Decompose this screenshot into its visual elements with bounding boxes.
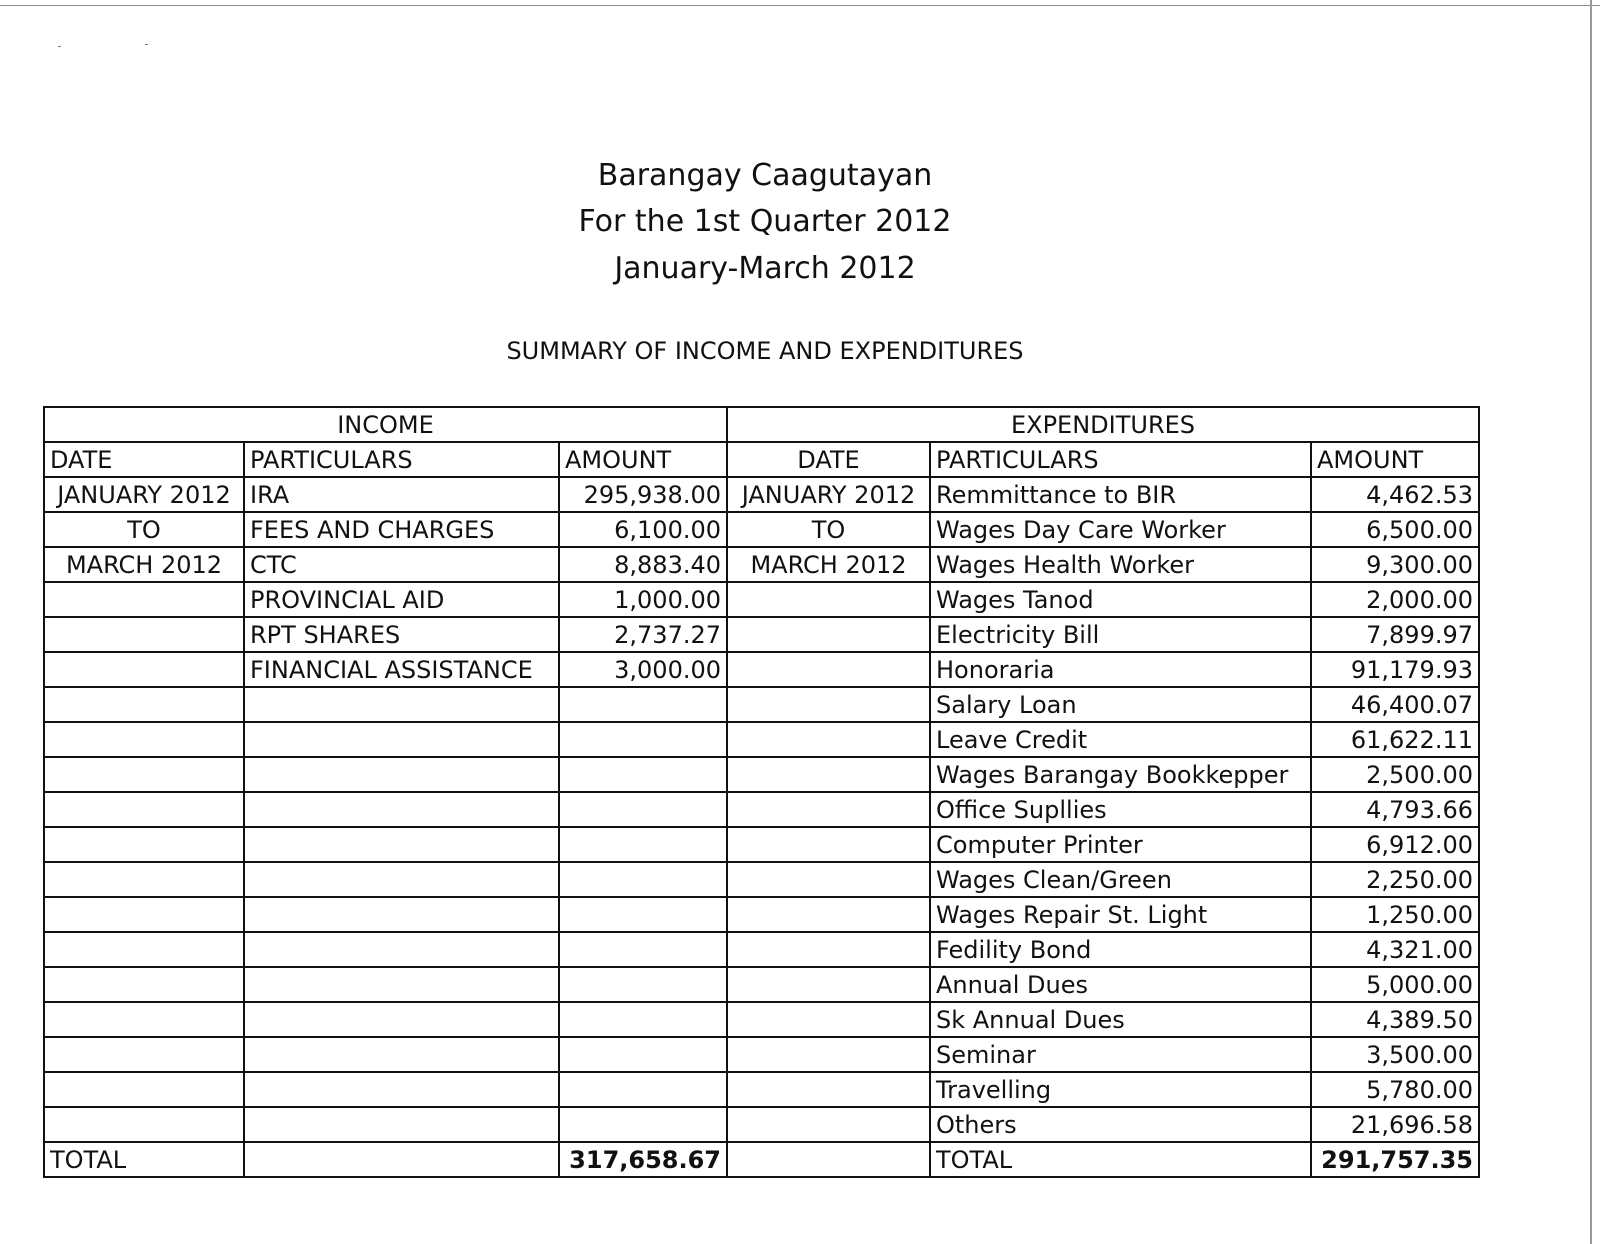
- scan-edge-top: [0, 5, 1600, 6]
- expenditure-amount-cell: 3,500.00: [1311, 1037, 1479, 1072]
- table-row: [44, 687, 1479, 722]
- expenditure-date-cell: [727, 652, 930, 687]
- table-row: [44, 792, 1479, 827]
- expenditure-date-cell: JANUARY 2012: [727, 477, 930, 512]
- table-row: [44, 512, 1479, 547]
- income-date-cell: [44, 827, 244, 862]
- income-particular-cell: [244, 862, 559, 897]
- expenditure-particular-cell: Sk Annual Dues: [930, 1002, 1311, 1037]
- expenditure-particular-cell: Wages Barangay Bookkepper: [930, 757, 1311, 792]
- table-row: [44, 477, 1479, 512]
- income-total-amount: 317,658.67: [559, 1142, 727, 1177]
- expenditure-date-cell: [727, 722, 930, 757]
- expenditure-date-cell: [727, 1037, 930, 1072]
- income-date-cell: MARCH 2012: [44, 547, 244, 582]
- income-amount-cell: [559, 722, 727, 757]
- table-row: [44, 932, 1479, 967]
- table-row: [44, 1107, 1479, 1142]
- expenditure-amount-cell: 46,400.07: [1311, 687, 1479, 722]
- income-section-label: INCOME: [44, 407, 727, 442]
- income-particular-cell: FEES AND CHARGES: [244, 512, 559, 547]
- income-date-header: DATE: [44, 442, 244, 477]
- income-particular-cell: [244, 1037, 559, 1072]
- income-date-cell: [44, 1107, 244, 1142]
- income-amount-cell: [559, 757, 727, 792]
- table-row: [44, 582, 1479, 617]
- expenditure-amount-cell: 4,389.50: [1311, 1002, 1479, 1037]
- income-date-cell: [44, 617, 244, 652]
- income-particular-cell: [244, 722, 559, 757]
- income-particular-cell: [244, 827, 559, 862]
- income-amount-cell: 3,000.00: [559, 652, 727, 687]
- expenditures-total-spacer: [727, 1142, 930, 1177]
- document-period: For the 1st Quarter 2012: [578, 204, 952, 239]
- income-particular-cell: IRA: [244, 477, 559, 512]
- expenditure-particular-cell: Travelling: [930, 1072, 1311, 1107]
- expenditure-particular-cell: Electricity Bill: [930, 617, 1311, 652]
- income-amount-cell: [559, 687, 727, 722]
- expenditure-date-cell: [727, 792, 930, 827]
- income-amount-cell: [559, 932, 727, 967]
- expenditure-particular-cell: Wages Repair St. Light: [930, 897, 1311, 932]
- expenditure-date-cell: [727, 617, 930, 652]
- expenditure-amount-cell: 6,912.00: [1311, 827, 1479, 862]
- expenditures-amount-header: AMOUNT: [1311, 442, 1479, 477]
- expenditure-particular-cell: Computer Printer: [930, 827, 1311, 862]
- expenditure-date-cell: [727, 967, 930, 1002]
- document-title: Barangay Caagutayan: [597, 158, 933, 193]
- income-date-cell: [44, 792, 244, 827]
- table-row: [44, 1002, 1479, 1037]
- scan-edge-right: [1590, 0, 1592, 1244]
- summary-title: SUMMARY OF INCOME AND EXPENDITURES: [506, 337, 1024, 365]
- income-amount-cell: [559, 1002, 727, 1037]
- income-particular-cell: [244, 757, 559, 792]
- expenditure-particular-cell: Wages Tanod: [930, 582, 1311, 617]
- expenditure-particular-cell: Leave Credit: [930, 722, 1311, 757]
- expenditures-date-header: DATE: [727, 442, 930, 477]
- expenditure-particular-cell: Wages Clean/Green: [930, 862, 1311, 897]
- expenditure-particular-cell: Seminar: [930, 1037, 1311, 1072]
- expenditure-particular-cell: Honoraria: [930, 652, 1311, 687]
- income-particular-cell: [244, 897, 559, 932]
- income-amount-cell: [559, 897, 727, 932]
- scan-speck: [145, 44, 148, 45]
- expenditure-date-cell: [727, 827, 930, 862]
- income-amount-cell: 1,000.00: [559, 582, 727, 617]
- expenditure-date-cell: [727, 932, 930, 967]
- income-amount-cell: [559, 827, 727, 862]
- expenditure-amount-cell: 5,000.00: [1311, 967, 1479, 1002]
- section-header-row: [44, 407, 1479, 442]
- column-header-row: [44, 442, 1479, 477]
- income-date-cell: [44, 687, 244, 722]
- income-particular-cell: PROVINCIAL AID: [244, 582, 559, 617]
- table-row: [44, 897, 1479, 932]
- expenditures-total-amount: 291,757.35: [1311, 1142, 1479, 1177]
- income-date-cell: TO: [44, 512, 244, 547]
- expenditure-date-cell: [727, 1072, 930, 1107]
- table-row: [44, 1072, 1479, 1107]
- expenditure-amount-cell: 21,696.58: [1311, 1107, 1479, 1142]
- expenditure-amount-cell: 2,250.00: [1311, 862, 1479, 897]
- income-date-cell: [44, 1037, 244, 1072]
- income-amount-header: AMOUNT: [559, 442, 727, 477]
- expenditure-date-cell: [727, 582, 930, 617]
- income-amount-cell: [559, 1037, 727, 1072]
- expenditure-amount-cell: 2,000.00: [1311, 582, 1479, 617]
- expenditure-amount-cell: 1,250.00: [1311, 897, 1479, 932]
- expenditure-date-cell: [727, 862, 930, 897]
- income-date-cell: [44, 582, 244, 617]
- income-total-spacer: [244, 1142, 559, 1177]
- income-date-cell: [44, 897, 244, 932]
- expenditures-section-label: EXPENDITURES: [727, 407, 1479, 442]
- table-row: [44, 862, 1479, 897]
- income-amount-cell: [559, 967, 727, 1002]
- table-row: [44, 827, 1479, 862]
- income-amount-cell: [559, 862, 727, 897]
- expenditure-amount-cell: 2,500.00: [1311, 757, 1479, 792]
- expenditure-amount-cell: 4,462.53: [1311, 477, 1479, 512]
- expenditure-amount-cell: 6,500.00: [1311, 512, 1479, 547]
- income-date-cell: [44, 1072, 244, 1107]
- document-date-range: January-March 2012: [614, 251, 916, 286]
- table-row: [44, 617, 1479, 652]
- income-particular-cell: [244, 932, 559, 967]
- income-amount-cell: [559, 1072, 727, 1107]
- expenditures-total-label: TOTAL: [930, 1142, 1311, 1177]
- income-particulars-header: PARTICULARS: [244, 442, 559, 477]
- income-particular-cell: [244, 1072, 559, 1107]
- expenditure-particular-cell: Fedility Bond: [930, 932, 1311, 967]
- income-particular-cell: [244, 1002, 559, 1037]
- expenditure-particular-cell: Remmittance to BIR: [930, 477, 1311, 512]
- table-row: [44, 722, 1479, 757]
- income-amount-cell: 2,737.27: [559, 617, 727, 652]
- income-amount-cell: [559, 792, 727, 827]
- income-total-label: TOTAL: [44, 1142, 244, 1177]
- income-particular-cell: CTC: [244, 547, 559, 582]
- income-particular-cell: [244, 687, 559, 722]
- expenditure-particular-cell: Wages Health Worker: [930, 547, 1311, 582]
- expenditure-amount-cell: 4,321.00: [1311, 932, 1479, 967]
- expenditure-date-cell: MARCH 2012: [727, 547, 930, 582]
- income-amount-cell: 8,883.40: [559, 547, 727, 582]
- income-date-cell: [44, 1002, 244, 1037]
- income-amount-cell: 295,938.00: [559, 477, 727, 512]
- income-date-cell: [44, 652, 244, 687]
- expenditure-particular-cell: Office Supllies: [930, 792, 1311, 827]
- expenditure-amount-cell: 9,300.00: [1311, 547, 1479, 582]
- expenditure-particular-cell: Annual Dues: [930, 967, 1311, 1002]
- income-date-cell: JANUARY 2012: [44, 477, 244, 512]
- income-particular-cell: RPT SHARES: [244, 617, 559, 652]
- income-date-cell: [44, 722, 244, 757]
- table-row: [44, 547, 1479, 582]
- table-row: [44, 652, 1479, 687]
- table-row: [44, 1037, 1479, 1072]
- expenditure-amount-cell: 61,622.11: [1311, 722, 1479, 757]
- table-row: [44, 757, 1479, 792]
- expenditure-particular-cell: Wages Day Care Worker: [930, 512, 1311, 547]
- expenditure-date-cell: [727, 687, 930, 722]
- scan-speck: [58, 46, 61, 47]
- expenditure-date-cell: [727, 1107, 930, 1142]
- expenditure-amount-cell: 4,793.66: [1311, 792, 1479, 827]
- income-amount-cell: 6,100.00: [559, 512, 727, 547]
- expenditure-amount-cell: 5,780.00: [1311, 1072, 1479, 1107]
- expenditure-date-cell: [727, 1002, 930, 1037]
- expenditure-particular-cell: Others: [930, 1107, 1311, 1142]
- income-particular-cell: [244, 967, 559, 1002]
- income-expenditures-table: [43, 406, 1480, 1178]
- income-amount-cell: [559, 1107, 727, 1142]
- income-particular-cell: [244, 792, 559, 827]
- income-particular-cell: FINANCIAL ASSISTANCE: [244, 652, 559, 687]
- table-row: [44, 967, 1479, 1002]
- income-date-cell: [44, 862, 244, 897]
- expenditure-date-cell: [727, 757, 930, 792]
- income-date-cell: [44, 967, 244, 1002]
- expenditures-particulars-header: PARTICULARS: [930, 442, 1311, 477]
- expenditure-date-cell: TO: [727, 512, 930, 547]
- totals-row: [44, 1142, 1479, 1177]
- expenditure-amount-cell: 91,179.93: [1311, 652, 1479, 687]
- income-date-cell: [44, 932, 244, 967]
- expenditure-particular-cell: Salary Loan: [930, 687, 1311, 722]
- income-particular-cell: [244, 1107, 559, 1142]
- expenditure-amount-cell: 7,899.97: [1311, 617, 1479, 652]
- expenditure-date-cell: [727, 897, 930, 932]
- income-date-cell: [44, 757, 244, 792]
